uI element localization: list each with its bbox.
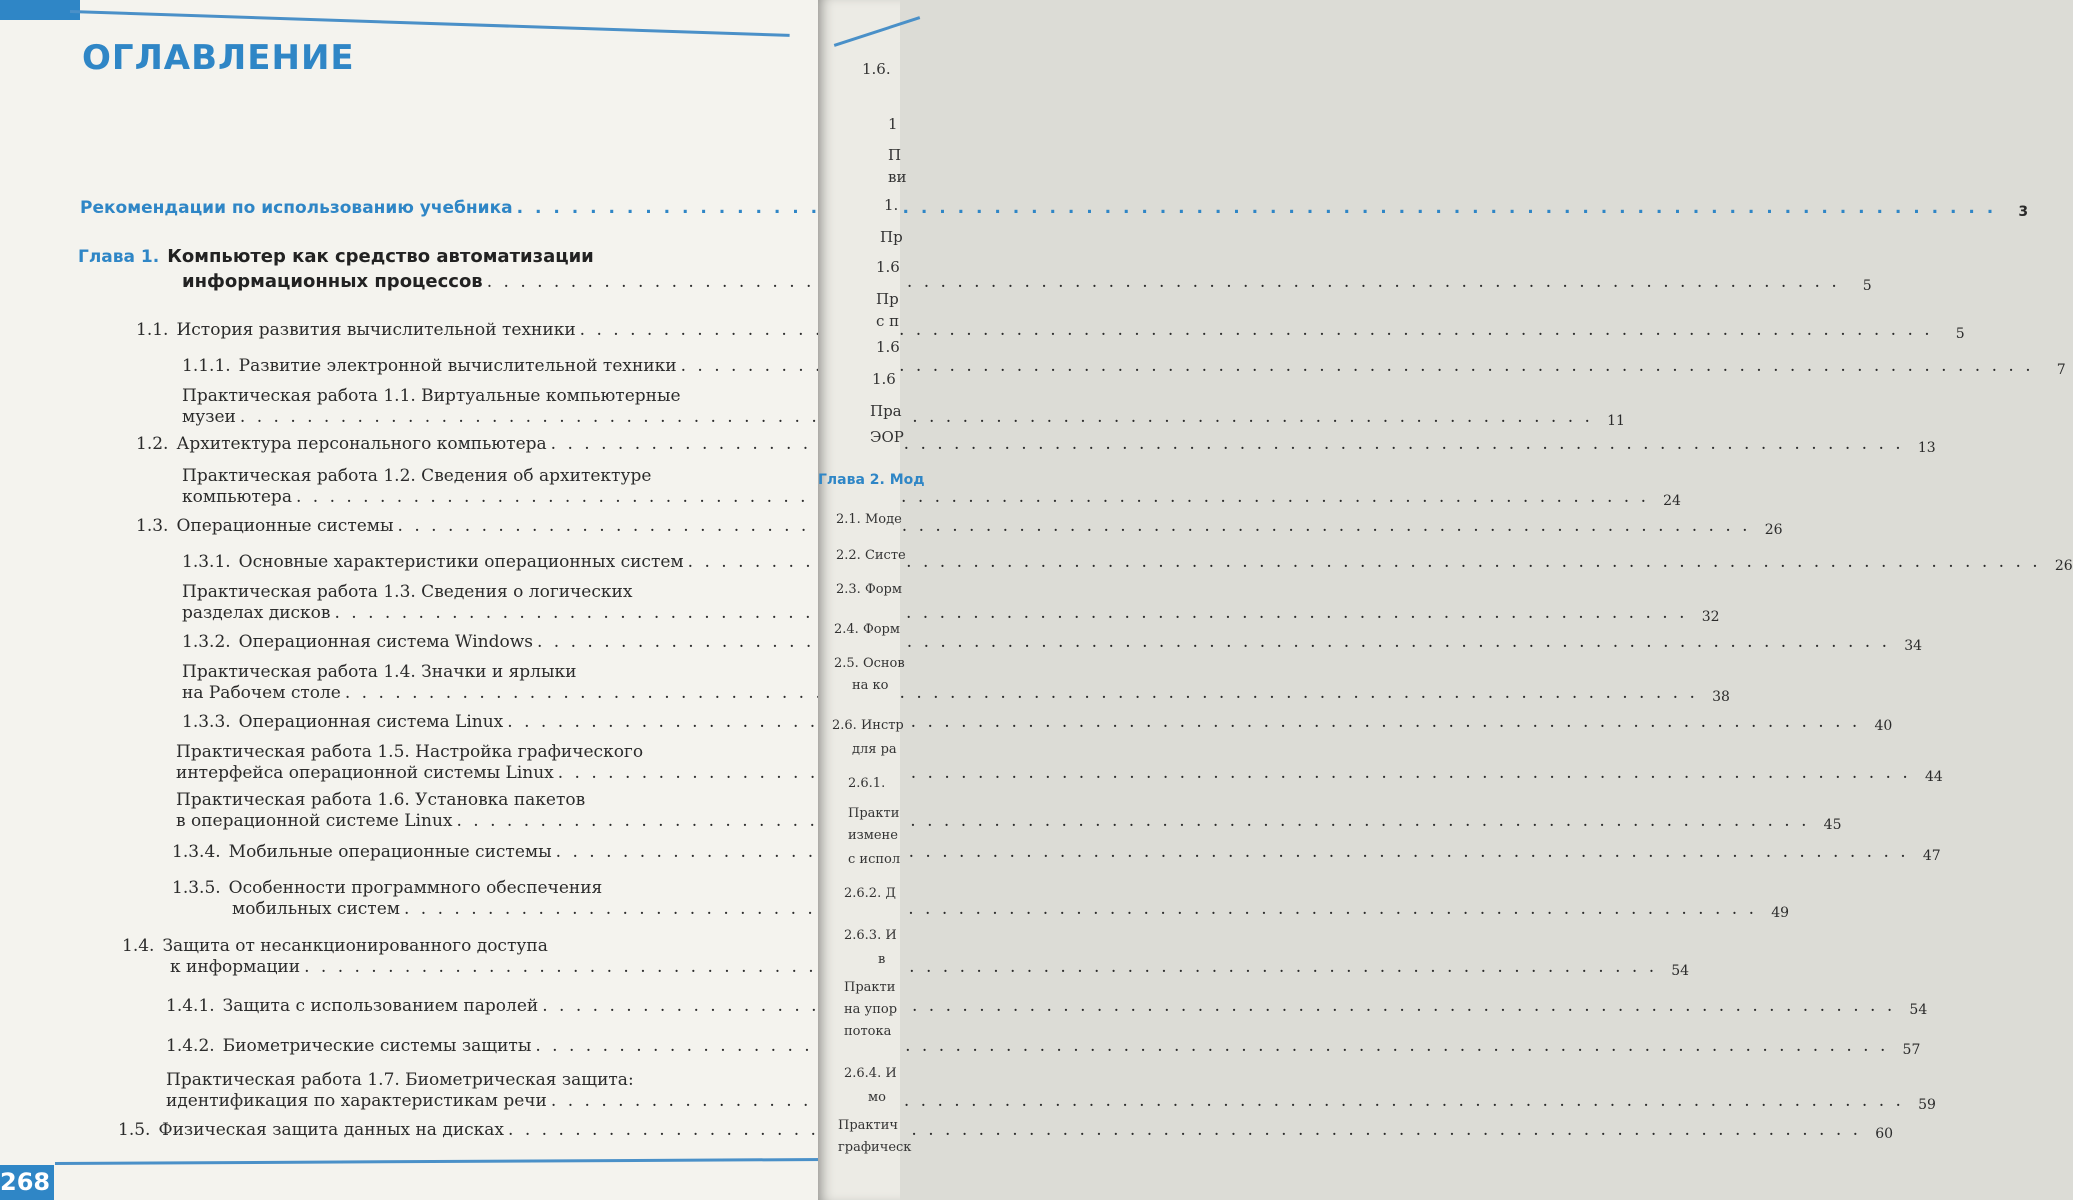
fragment-text: ви	[888, 168, 907, 186]
toc-entry-text: Мобильные операционные системы	[228, 842, 552, 862]
chapter-title-line1: Компьютер как средство автоматизации	[167, 246, 594, 267]
toc-entry-text-line1: Защита от несанкционированного доступа	[162, 936, 548, 956]
dot-leader	[404, 899, 1757, 920]
fragment-text: 1.	[884, 196, 899, 214]
toc-page-number: 7	[2056, 362, 2066, 378]
fragment-text: Пр	[876, 290, 899, 308]
toc-entry-text-line1: Практическая работа 1.6. Установка пакетов	[176, 790, 586, 810]
toc-page-number: 5	[1955, 326, 1965, 342]
dot-leader	[542, 996, 1895, 1017]
fragment-text: ЭОР	[870, 428, 904, 446]
fragment-text: измене	[848, 828, 898, 843]
toc-entry-text: Операционная система Windows	[238, 632, 533, 652]
fragment-text: 2.1. Моде	[836, 512, 902, 527]
section-number: 1.4.1.	[166, 996, 215, 1016]
toc-entry-text: Рекомендации по использованию учебника	[80, 198, 513, 218]
toc-entry[interactable]	[182, 632, 1923, 654]
toc-page-number: 34	[1904, 638, 1923, 654]
toc-entry-text: в операционной системе Linux	[176, 811, 453, 831]
toc-entry-text-line1: Практическая работа 1.5. Настройка графического	[176, 742, 644, 762]
toc-page-number: 32	[1701, 609, 1720, 625]
toc-page-number: 57	[1902, 1042, 1921, 1058]
toc-entry-text: компьютера	[182, 487, 292, 507]
section-number: 1.1.1.	[182, 356, 231, 376]
toc-entry-text: Физическая защита данных на дисках	[158, 1120, 505, 1140]
fragment-text: 1	[888, 115, 898, 133]
toc-page-number: 11	[1607, 413, 1625, 429]
dot-leader	[556, 842, 1909, 863]
toc-entry-text: Основные характеристики операционных систем	[238, 552, 684, 572]
toc-entry[interactable]	[182, 356, 2066, 378]
toc-entry-text-line1: Практическая работа 1.1. Виртуальные компьютерные	[182, 386, 681, 406]
section-number: 1.1.	[136, 320, 169, 340]
toc-entry-text: к информации	[170, 957, 301, 977]
toc-entry-text-line1: Практическая работа 1.7. Биометрическая защита:	[166, 1070, 634, 1090]
dot-leader	[240, 407, 1593, 428]
toc-entry-text: Защита с использованием паролей	[222, 996, 539, 1016]
fragment-text: 2.5. Основ	[834, 656, 905, 671]
dot-leader	[335, 603, 1688, 624]
toc-entry-text: Развитие электронной вычислительной техники	[238, 356, 677, 376]
fragment-text: на упор	[844, 1002, 898, 1017]
fragment-text: 2.4. Форм	[834, 622, 900, 637]
dot-leader	[456, 811, 1809, 832]
toc-practical-work[interactable]	[182, 386, 1625, 429]
fragment-text: 2.6.4. И	[844, 1066, 897, 1081]
fragment-text: с п	[876, 312, 900, 330]
toc-page-number: 26	[2054, 558, 2073, 574]
right-top-rule	[834, 16, 921, 47]
corner-accent	[0, 0, 80, 20]
fragment-text: П	[888, 146, 902, 164]
fragment-text: 2.6.3. И	[844, 928, 897, 943]
toc-recommendations[interactable]	[80, 198, 2029, 220]
toc-page-number: 47	[1922, 848, 1941, 864]
dot-leader	[398, 516, 1751, 537]
dot-leader	[535, 1036, 1888, 1057]
dot-leader	[517, 198, 1997, 219]
section-number: 1.3.2.	[182, 632, 231, 652]
fragment-text: в	[878, 952, 886, 967]
toc-page-number: 13	[1917, 440, 1936, 456]
fragment-text: на ко	[852, 678, 889, 693]
section-number: 1.5.	[118, 1120, 151, 1140]
toc-page-number: 44	[1924, 769, 1943, 785]
toc-page-number: 60	[1875, 1126, 1894, 1142]
toc-page-number: 54	[1671, 963, 1690, 979]
dot-leader	[296, 487, 1649, 508]
fragment-text: 1.6	[876, 338, 900, 356]
toc-page-number: 49	[1771, 905, 1790, 921]
section-number: 1.4.	[122, 936, 155, 956]
toc-entry[interactable]	[166, 1036, 1921, 1058]
fragment-text: Пра	[870, 402, 902, 420]
toc-entry-text: Архитектура персонального компьютера	[176, 434, 547, 454]
toc-page-number: 3	[2018, 204, 2029, 220]
dot-leader	[551, 1091, 1904, 1112]
toc-entry-text-line1: Практическая работа 1.2. Сведения об архитектуре	[182, 466, 652, 486]
section-number: 1.3.	[136, 516, 169, 536]
toc-page-number: 5	[1862, 278, 1872, 294]
fragment-text: Практи	[848, 806, 900, 821]
toc-page-number: 45	[1823, 817, 1842, 833]
toc-page-number: 24	[1663, 493, 1681, 509]
toc-practical-work[interactable]	[176, 790, 1842, 833]
section-number: 1.4.2.	[166, 1036, 215, 1056]
fragment-text: графическ	[838, 1140, 912, 1155]
toc-entry-text: интерфейса операционной системы Linux	[176, 763, 554, 783]
toc-page-number: 40	[1874, 718, 1893, 734]
fragment-text: Практич	[838, 1118, 898, 1133]
page-title: ОГЛАВЛЕНИЕ	[82, 38, 355, 78]
top-rule	[70, 10, 790, 37]
dot-leader	[537, 632, 1890, 653]
toc-entry-text-line1: Особенности программного обеспечения	[228, 878, 603, 898]
dot-leader	[580, 320, 1933, 341]
toc-entry-text-line1: Практическая работа 1.4. Значки и ярлыки	[182, 662, 577, 682]
toc-page-number: 59	[1918, 1097, 1936, 1113]
toc-entry-text: идентификация по характеристикам речи	[166, 1091, 547, 1111]
toc-entry-text: История развития вычислительной техники	[176, 320, 576, 340]
toc-page-number: 38	[1712, 689, 1730, 705]
fragment-text: 1.6	[876, 258, 900, 276]
dot-leader	[558, 763, 1911, 784]
dot-leader	[507, 712, 1860, 733]
toc-entry-text: Биометрические системы защиты	[222, 1036, 532, 1056]
chapter-title-line2: информационных процессов	[182, 271, 483, 292]
fragment-text: 2.6.2. Д	[844, 886, 896, 901]
section-number: 1.3.4.	[172, 842, 221, 862]
section-number: 1.3.1.	[182, 552, 231, 572]
fragment-text: 2.3. Форм	[836, 582, 902, 597]
chapter-label: Глава 1.	[78, 247, 160, 267]
fragment-text: для ра	[852, 742, 897, 757]
toc-entry-text: на Рабочем столе	[182, 683, 341, 703]
toc-entry-text: Операционные системы	[176, 516, 394, 536]
dot-leader	[551, 434, 1904, 455]
fragment-text: 2.2. Систе	[836, 548, 906, 563]
toc-entry[interactable]	[122, 936, 1690, 979]
section-number: 1.3.5.	[172, 878, 221, 898]
bottom-rule	[55, 1158, 825, 1165]
fragment-text: Практи	[844, 980, 896, 995]
dot-leader	[487, 272, 1840, 293]
toc-entry-text: музеи	[182, 407, 236, 427]
toc-entry-text: мобильных систем	[232, 899, 400, 919]
fragment-text: 1.6	[872, 370, 896, 388]
fragment-text: потока	[844, 1024, 892, 1039]
toc-entry-text-line1: Практическая работа 1.3. Сведения о логических	[182, 582, 633, 602]
fragment-text: с испол	[848, 852, 901, 867]
section-number: 1.2.	[136, 434, 169, 454]
toc-entry-text: Операционная система Linux	[238, 712, 504, 732]
page-number-badge: 268	[0, 1165, 54, 1200]
toc-page-number: 26	[1764, 522, 1783, 538]
fragment-chapter-2: Глава 2. Мод	[818, 472, 925, 488]
fragment-text: Пр	[880, 228, 903, 246]
right-page-fragment	[818, 0, 925, 1200]
toc-entry-text: разделах дисков	[182, 603, 331, 623]
fragment-text: 2.6. Инстр	[832, 718, 904, 733]
dot-leader	[304, 957, 1657, 978]
fragment-text: 1.6.	[862, 60, 891, 78]
fragment-text: 2.6.1.	[848, 776, 886, 791]
dot-leader	[508, 1120, 1861, 1141]
fragment-text: мо	[868, 1090, 886, 1105]
toc-page-number: 54	[1909, 1002, 1928, 1018]
section-number: 1.3.3.	[182, 712, 231, 732]
dot-leader	[345, 683, 1698, 704]
